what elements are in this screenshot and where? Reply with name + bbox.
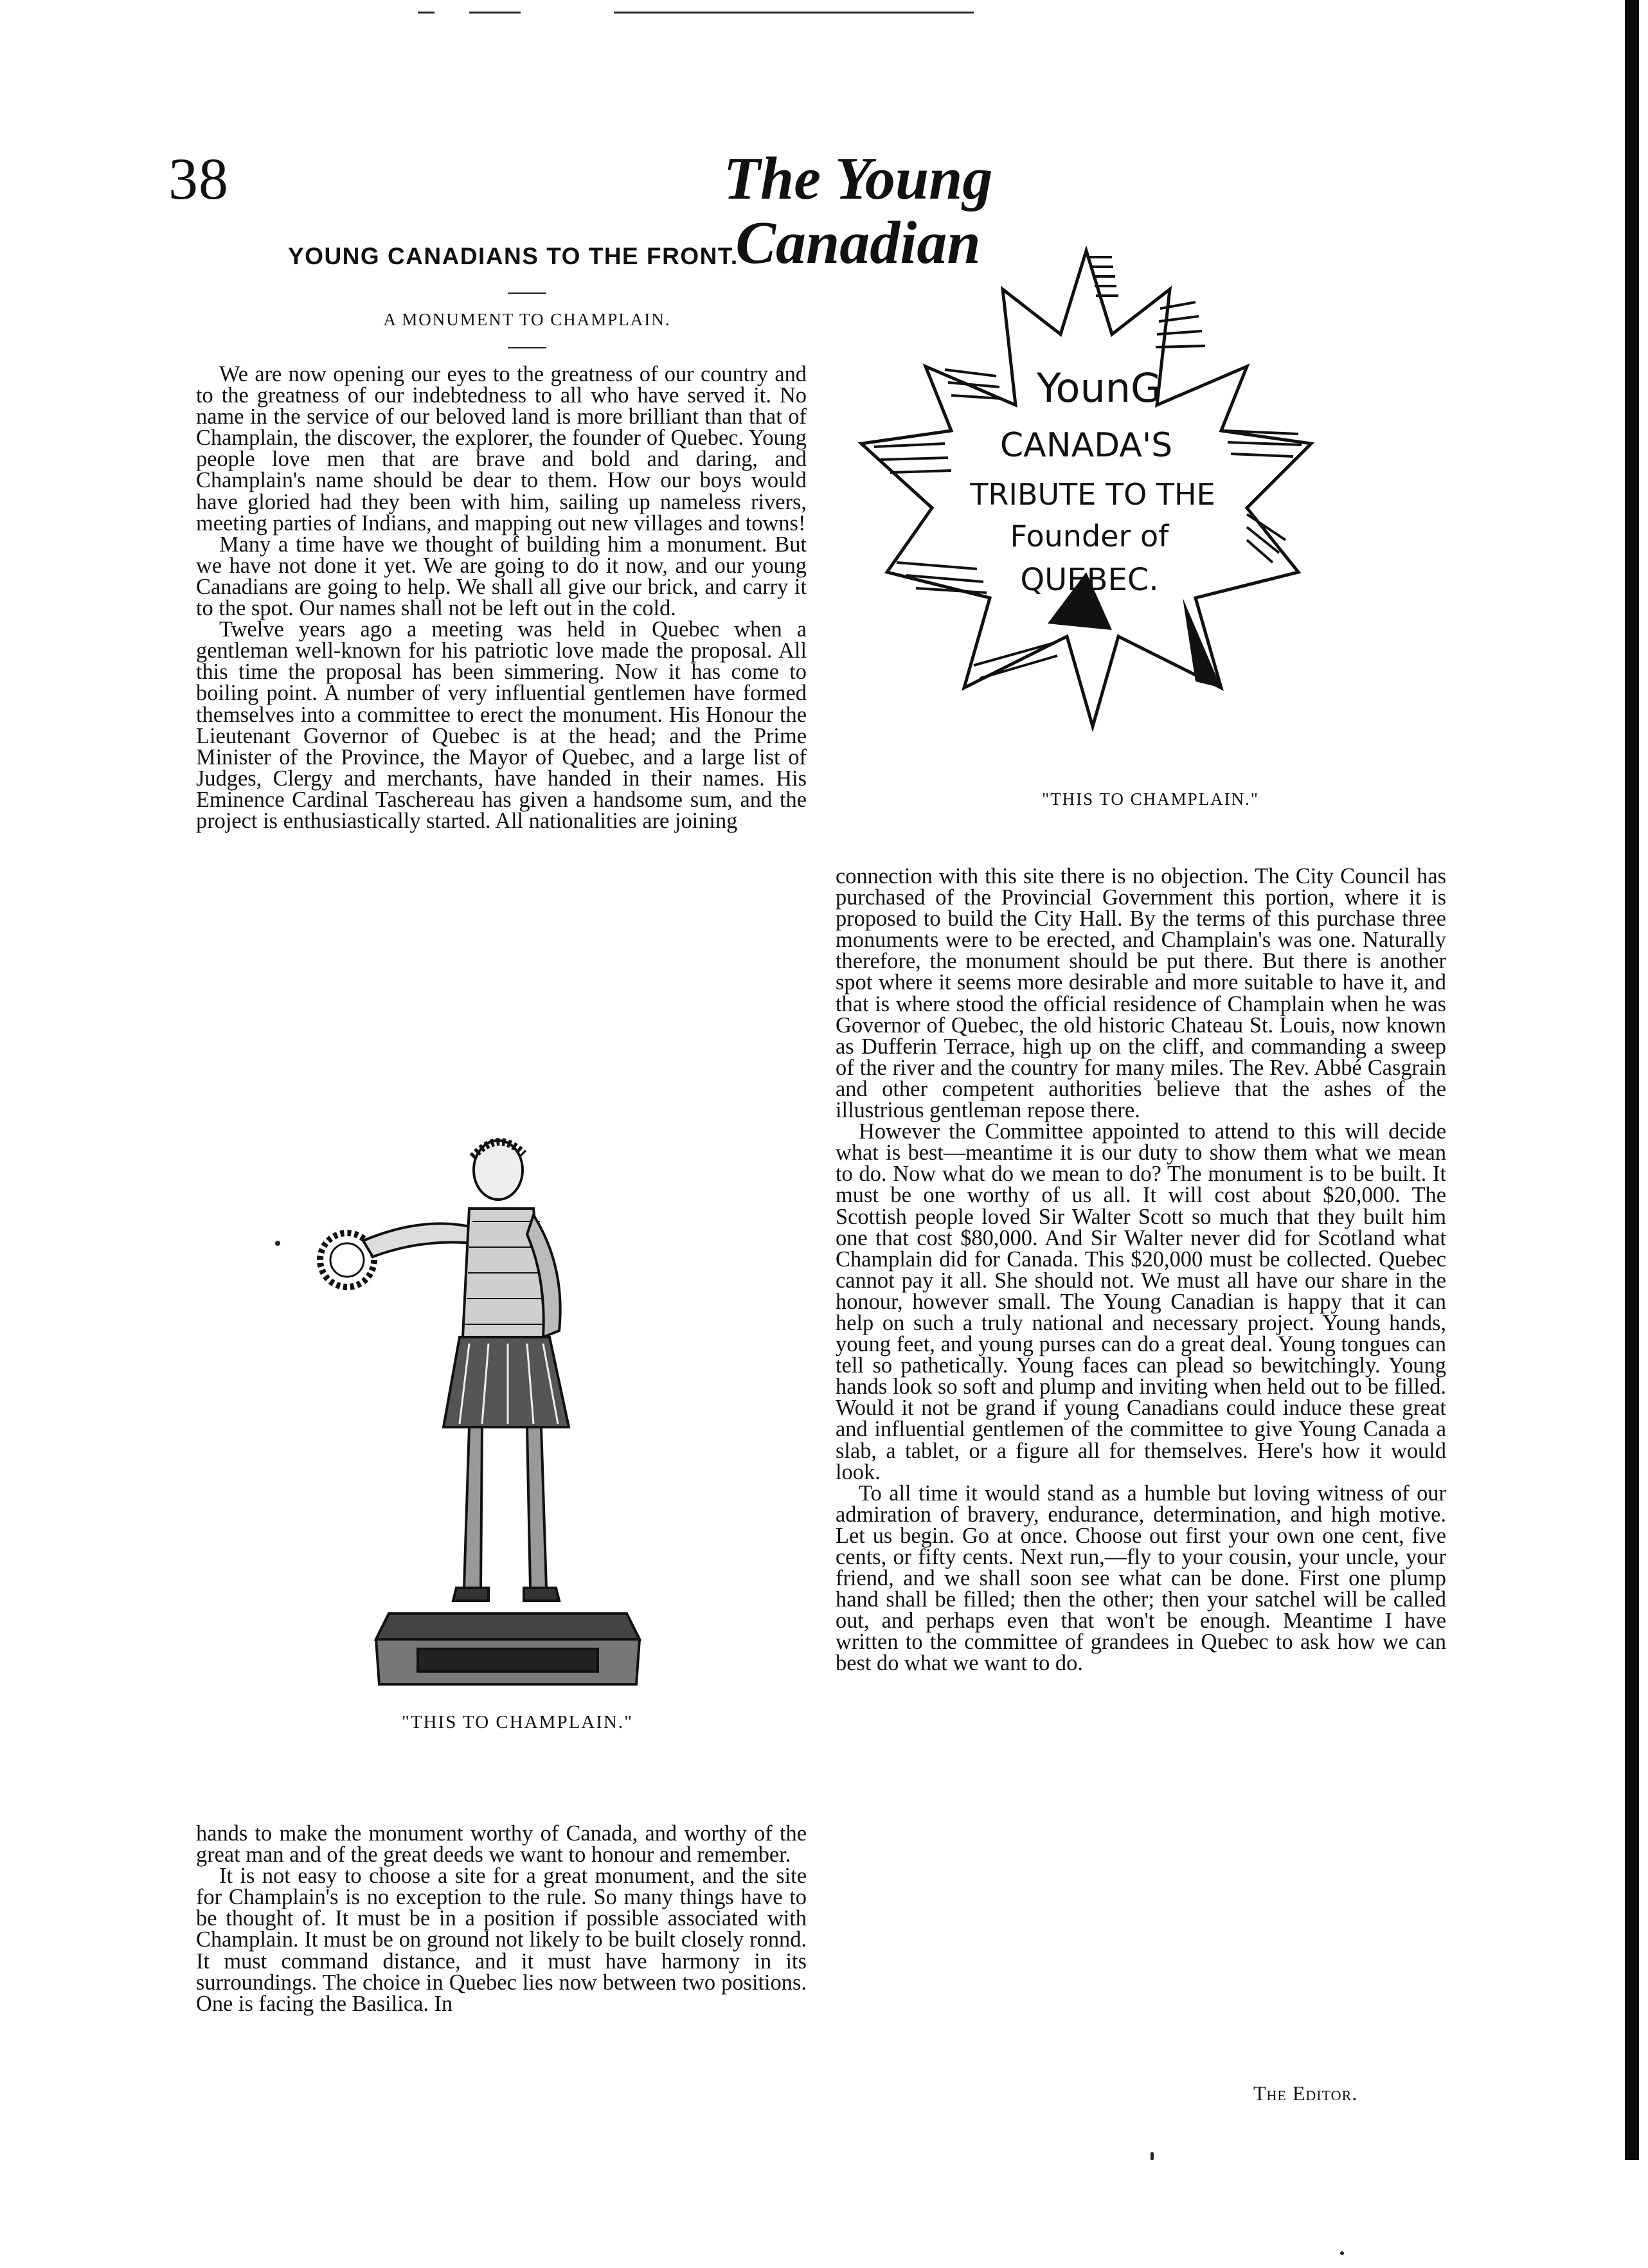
print-speck — [275, 1241, 280, 1246]
paragraph: To all time it would stand as a humble but loving witness of our admiration of bravery, endurance, determination, and high motive. Let us begin. Go at once. Choose out first your own one cent, five cents, or fifty cents. Next run,—fly to your cousin, your uncle, your friend, and we shall soon see what can be done. First one plump hand shall be filled; then the other; then your satchel will be called out, and perhaps even that won't be enough. Meantime I have written to the committee of grandees in Quebec to ask how we can best do what we want to do. — [836, 1480, 1446, 1676]
magazine-title: The Young Canadian — [723, 145, 993, 276]
leaf-caption: "THIS TO CHAMPLAIN." — [1042, 789, 1259, 809]
leaf-line: Founder of — [1010, 519, 1169, 554]
top-rule-fragment — [418, 12, 434, 14]
left-column-bottom — [196, 1823, 807, 2015]
editor-signature: The Editor. — [1253, 2082, 1358, 2105]
print-speck — [1151, 2152, 1154, 2160]
paragraph: It is not easy to choose a site for a great monument, and the site for Champlain's is no exception to the rule. So many things have to be thought of. It must be in a position if possible associated with Champlain. It must be on ground not likely to be built closely ronnd. It must command distance, and it must have harmony in its surroundings. The choice in Quebec lies now between two positions. One is facing the Basilica. In — [196, 1864, 807, 2016]
champlain-statue-illustration — [276, 1125, 739, 1704]
paragraph: hands to make the monument worthy of Canada, and worthy of the great man and of the great deeds we want to honour and remember. — [196, 1821, 807, 1868]
left-column-top — [196, 364, 807, 832]
paragraph: connection with this site there is no objection. The City Council has purchased of the Provincial Government this portion, where it is proposed to build the City Hall. By the terms of this purchase three monuments were to be erected, and Champlain's was one. Naturally therefore, the monument should be put there. But there is another spot where it seems more desirable and more suitable to have it, and that is where stood the official residence of Champlain when he was Governor of Quebec, the old historic Chateau St. Louis, now known as Dufferin Terrace, high up on the cliff, and commanding a sweep of the river and the country for many miles. The Rev. Abbé Casgrain and other competent authorities believe that the ashes of the illustrious gentleman repose there. — [836, 864, 1446, 1123]
leaf-line: TRIBUTE TO THE — [970, 477, 1215, 512]
print-speck — [1340, 2251, 1344, 2255]
top-rule — [614, 12, 974, 14]
subtitle-divider — [508, 347, 546, 348]
top-rule-fragment — [469, 12, 521, 14]
article-title: YOUNG CANADIANS TO THE FRONT. — [288, 243, 739, 269]
statue-caption: "THIS TO CHAMPLAIN." — [402, 1712, 633, 1733]
title-divider — [508, 292, 546, 294]
paragraph: Many a time have we thought of building him a monument. But we have not done it yet. We are going to do it now, and our young Canadians are going to help. We shall all give our brick, and carry it to the spot. Our names shall not be left out in the cold. — [196, 532, 807, 621]
article-subtitle: A MONUMENT TO CHAMPLAIN. — [383, 310, 671, 329]
page-number: 38 — [168, 146, 229, 212]
right-column — [836, 866, 1446, 1675]
paragraph: However the Committee appointed to attend to this will decide what is best—meantime it is our duty to show them what we mean to do. Now what do we mean to do? The monument is to be built. It must be one worthy of us all. It will cost about $20,000. The Scottish people loved Sir Walter Scott so much that they built him one that cost $80,000. And Sir Walter never did for Scotland what Champlain did for Canada. This $20,000 must be collected. Quebec cannot pay it all. She should not. We must all have our share in the honour, however small. The Young Canadian is happy that it can help on such a truly national and necessary project. Young hands, young feet, and young purses can do a great deal. Young tongues can tell so pathetically. Young faces can plead so bewitchingly. Young hands look so soft and plump and inviting when held out to be filled. Would it not be grand if young Canadians could induce these great and influential gentlemen of the committee to give Young Canada a slab, a tablet, or a figure all for themselves. Here's how it would look. — [836, 1119, 1446, 1484]
leaf-line: CANADA'S — [999, 426, 1173, 465]
paragraph: Twelve years ago a meeting was held in Quebec when a gentleman well-known for his patriotic love made the proposal. All this time the proposal has been simmering. Now it has come to boiling point. A number of very influential gentlemen have formed themselves into a committee to erect the monument. His Honour the Lieutenant Governor of Quebec is at the head; and the Prime Minister of the Province, the Mayor of Quebec, and a large list of Judges, Clergy and merchants, have handed in their names. His Eminence Cardinal Taschereau has given a handsome sum, and the project is enthusiastically started. All nationalities are joining — [196, 617, 807, 833]
maple-leaf-tribute-illustration — [836, 238, 1337, 771]
leaf-line: QUEBEC. — [1020, 562, 1159, 598]
paragraph: We are now opening our eyes to the greatness of our country and to the greatness of our indebtedness to all who have served it. No name in the service of our beloved land is more brilliant than that of Champlain, the discover, the explorer, the founder of Quebec. Young people love men that are brave and bold and daring, and Champlain's name should be dear to them. How our boys would have gloried had they been with him, sailing up nameless rivers, meeting parties of Indians, and mapping out new villages and towns! — [196, 362, 807, 536]
leaf-line: YounG — [1036, 364, 1162, 411]
scan-edge — [1625, 0, 1639, 2160]
